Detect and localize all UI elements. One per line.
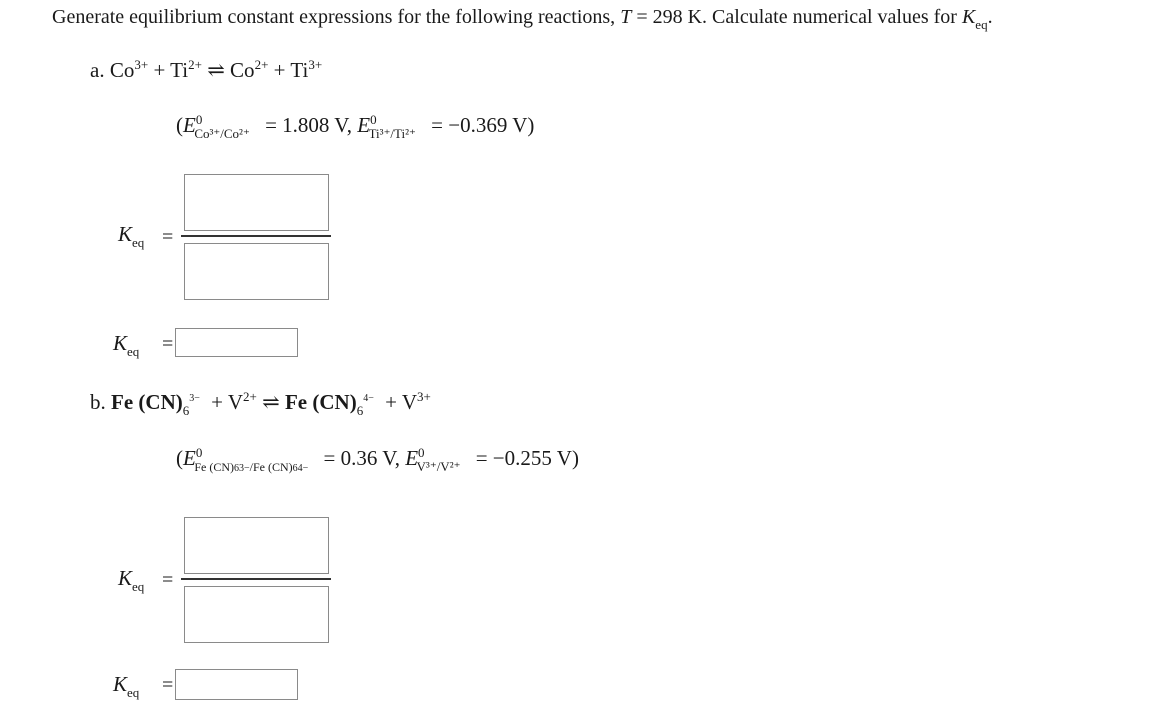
cobalt-symbol: Co bbox=[230, 58, 255, 82]
titanium-symbol: Ti bbox=[290, 58, 309, 82]
keq-symbol: K bbox=[113, 672, 128, 696]
fraction-bar bbox=[181, 235, 331, 237]
denominator-input[interactable] bbox=[184, 243, 329, 300]
keq-symbol: K bbox=[961, 6, 976, 28]
redox-couple: V³⁺/V²⁺ bbox=[416, 459, 461, 474]
part-a-label: a. bbox=[90, 58, 105, 82]
redox-couple-reduced: /Fe (CN) bbox=[249, 460, 293, 474]
denominator-input[interactable] bbox=[184, 586, 329, 643]
reaction-b bbox=[90, 389, 431, 418]
subscript: 6 bbox=[234, 463, 239, 474]
standard-superscript: 0 bbox=[418, 445, 425, 460]
equals-sign: = bbox=[162, 333, 174, 355]
iron-symbol: Fe bbox=[111, 390, 134, 414]
cyanide-group: (CN) bbox=[138, 390, 183, 414]
titanium-symbol: Ti bbox=[170, 58, 189, 82]
reaction-a-potentials bbox=[176, 112, 535, 141]
standard-superscript: 0 bbox=[195, 112, 203, 127]
temperature-value: = 298 K bbox=[636, 6, 703, 28]
redox-couple: Co³⁺/Co²⁺ bbox=[194, 126, 250, 141]
plus-sign: + bbox=[273, 58, 286, 82]
plus-sign: + bbox=[153, 58, 166, 82]
subscript: 6 bbox=[356, 403, 364, 418]
cyanide-group: (CN) bbox=[312, 390, 357, 414]
equilibrium-arrow: ⇌ bbox=[262, 390, 280, 414]
keq-symbol: K bbox=[118, 222, 133, 246]
potential-value: = −0.369 V bbox=[431, 113, 528, 137]
potential-value: = −0.255 V bbox=[475, 446, 572, 470]
keq-symbol: K bbox=[113, 331, 128, 355]
charge: 4− bbox=[297, 463, 309, 474]
cobalt-symbol: Co bbox=[109, 58, 135, 82]
keq-label bbox=[113, 672, 140, 700]
potential-symbol: E bbox=[183, 113, 196, 137]
keq-subscript: eq bbox=[127, 344, 140, 359]
potential-symbol: E bbox=[183, 446, 196, 470]
charge: 3− bbox=[239, 463, 250, 474]
charge: 3+ bbox=[134, 57, 149, 72]
standard-superscript: 0 bbox=[195, 445, 203, 460]
potential-symbol: E bbox=[357, 113, 371, 137]
keq-symbol: K bbox=[118, 566, 133, 590]
keq-label bbox=[118, 566, 145, 594]
fraction-bar bbox=[181, 578, 331, 580]
keq-subscript: eq bbox=[132, 235, 145, 250]
charge: 3+ bbox=[308, 57, 323, 72]
redox-couple: Ti³⁺/Ti²⁺ bbox=[368, 126, 416, 141]
charge: 2+ bbox=[188, 57, 202, 72]
part-b-label: b. bbox=[90, 390, 106, 414]
keq-label bbox=[113, 331, 140, 359]
numerator-input[interactable] bbox=[184, 174, 329, 231]
standard-superscript: 0 bbox=[370, 112, 377, 127]
keq-value-input[interactable] bbox=[175, 669, 298, 700]
vanadium-symbol: V bbox=[401, 390, 417, 414]
charge: 2+ bbox=[243, 389, 257, 404]
prompt-period: . bbox=[987, 6, 993, 28]
charge: 2+ bbox=[254, 57, 269, 72]
keq-subscript: eq bbox=[975, 17, 988, 32]
redox-couple-oxidized: Fe (CN) bbox=[194, 460, 234, 474]
keq-label bbox=[118, 222, 145, 250]
equals-sign: = bbox=[162, 226, 174, 248]
potential-value: = 0.36 V, bbox=[323, 446, 400, 470]
keq-subscript: eq bbox=[127, 685, 140, 700]
prompt-text: Generate equilibrium constant expressions for the following reactions, bbox=[52, 6, 616, 28]
reaction-b-potentials bbox=[176, 445, 579, 474]
problem-prompt bbox=[52, 6, 993, 32]
prompt-calc-text: . Calculate numerical values for bbox=[702, 6, 957, 28]
subscript: 6 bbox=[182, 403, 190, 418]
paren-open: ( bbox=[176, 446, 183, 470]
paren-close: ) bbox=[571, 446, 579, 470]
keq-value-input[interactable] bbox=[175, 328, 298, 357]
keq-subscript: eq bbox=[132, 579, 145, 594]
numerator-input[interactable] bbox=[184, 517, 329, 574]
plus-sign: + bbox=[385, 390, 397, 414]
charge: 3− bbox=[189, 393, 200, 404]
temperature-var: T bbox=[620, 6, 632, 28]
equals-sign: = bbox=[162, 674, 174, 696]
iron-symbol: Fe bbox=[284, 390, 308, 414]
paren-close: ) bbox=[527, 113, 535, 137]
paren-open: ( bbox=[176, 113, 183, 137]
potential-value: = 1.808 V, bbox=[265, 113, 352, 137]
equals-sign: = bbox=[162, 569, 174, 591]
charge: 3+ bbox=[416, 389, 431, 404]
vanadium-symbol: V bbox=[227, 390, 244, 414]
charge: 4− bbox=[363, 393, 374, 404]
equilibrium-arrow: ⇌ bbox=[207, 58, 225, 82]
potential-symbol: E bbox=[405, 446, 419, 470]
reaction-a bbox=[90, 58, 322, 83]
subscript: 6 bbox=[292, 463, 298, 474]
plus-sign: + bbox=[211, 390, 223, 414]
